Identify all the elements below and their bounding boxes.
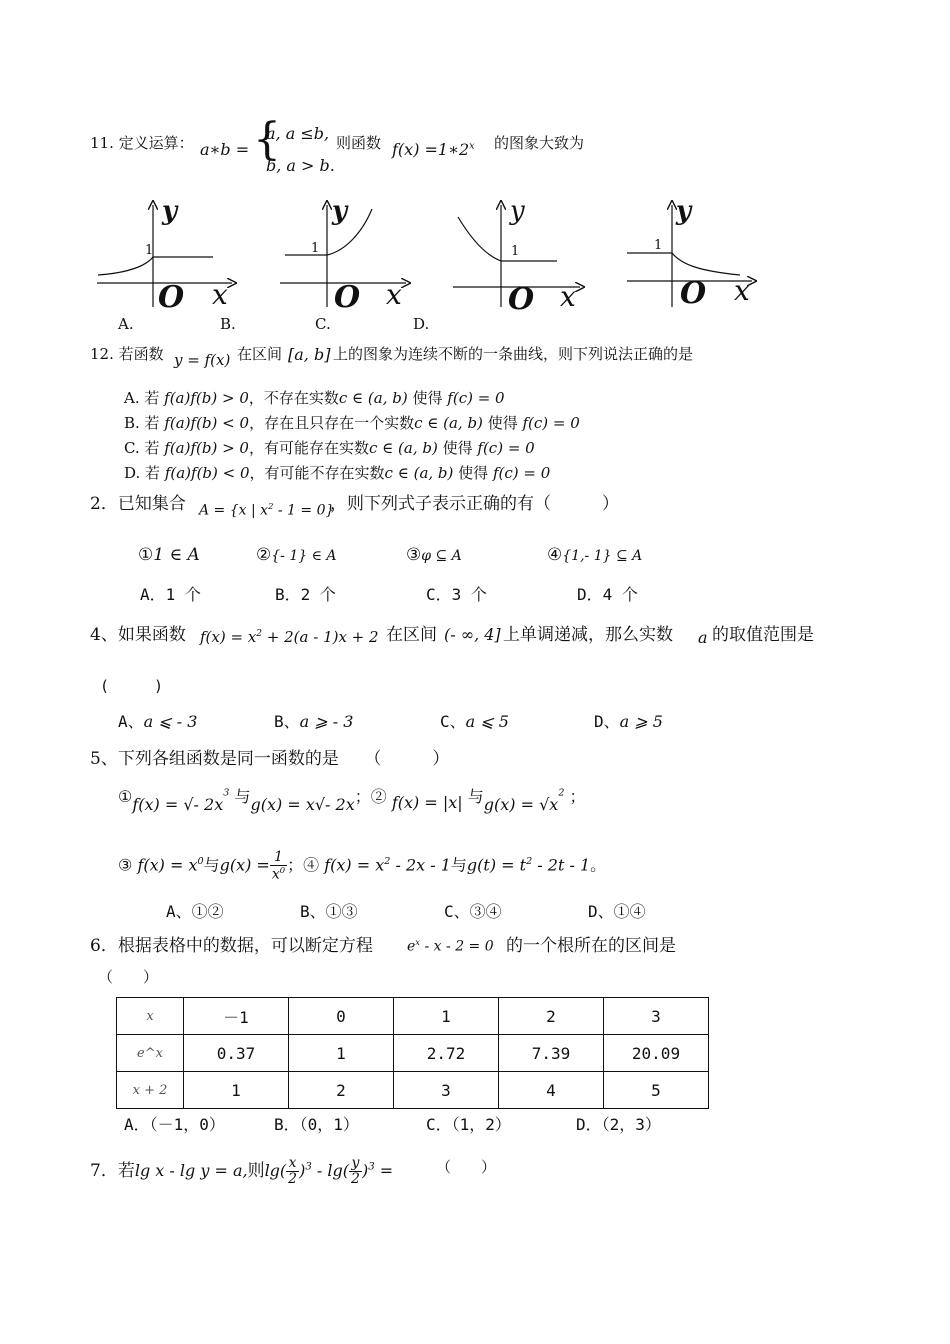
graph-a-y-label: y: [162, 196, 178, 226]
q6-answer-d: D．（2，3）: [576, 1115, 661, 1134]
q4-interval: (- ∞, 4]: [444, 625, 501, 644]
table-header-cell: x: [117, 998, 184, 1035]
table-cell: 1: [289, 1035, 394, 1072]
table-cell: 2: [289, 1072, 394, 1109]
q12-mid2: 上的图象为连续不断的一条曲线，则下列说法正确的是: [333, 345, 694, 363]
q6-answer-a: A．（－1，0）: [124, 1115, 225, 1134]
q11-option-b: B.: [220, 315, 236, 333]
table-cell: －1: [184, 998, 289, 1035]
q4-var: a: [698, 628, 708, 647]
q2-item-2: ②{- 1} ∈ A: [256, 545, 337, 565]
q5-pair-3-4: ③ $f(x) = x^0$与g(x) = $\frac{1}{x^0}$ ；④ $f(x) = x^2 - 2x - 1$与$g(t) = t^2 - 2t - 1$。: [118, 849, 607, 883]
q2-answer-a: A．1 个: [140, 585, 201, 604]
graph-b-x-label: x: [386, 278, 402, 311]
table-cell: 5: [604, 1072, 709, 1109]
graph-d-one: 1: [654, 238, 663, 253]
q12-label: 12. 若函数: [90, 345, 164, 363]
table-row: [117, 1072, 709, 1109]
q12-option-d: D. 若 f(a)f(b) < 0，有可能不存在实数c ∈ (a, b) 使得 f(c) = 0: [124, 464, 551, 482]
q11-case2: b, a > b.: [266, 156, 335, 175]
table-row: [117, 1035, 709, 1072]
q5-answer-a: A、①②: [166, 902, 224, 921]
q6-label: 6．根据表格中的数据，可以断定方程: [90, 936, 373, 956]
q2-answer-d: D．4 个: [577, 585, 638, 604]
graph-c-o-label: O: [508, 282, 535, 317]
q2-question: ，则下列式子表示正确的有（ ）: [330, 494, 619, 514]
q4-label: 4、如果函数: [90, 625, 186, 645]
table-cell: 3: [394, 1072, 499, 1109]
graph-a-curve: [98, 257, 213, 275]
table-cell: 4: [499, 1072, 604, 1109]
graph-d-y-label: y: [676, 196, 692, 226]
q12-mid1: 在区间: [237, 345, 283, 363]
table-row: [117, 998, 709, 1035]
graph-c-one: 1: [511, 244, 520, 259]
graph-d-o-label: O: [680, 276, 707, 311]
graph-c-x-label: x: [560, 280, 576, 313]
q12-option-a: A. 若 f(a)f(b) > 0，不存在实数c ∈ (a, b) 使得 f(c) = 0: [124, 389, 505, 407]
q6-answer-b: B．（0，1）: [274, 1115, 359, 1134]
q6-tail: 的一个根所在的区间是: [506, 936, 676, 956]
q4-answer-a: A、a ⩽ - 3: [118, 712, 198, 731]
graph-b-o-label: O: [334, 280, 361, 315]
q6-table: [116, 997, 709, 1109]
q4-answer-d: D、a ⩾ 5: [594, 712, 663, 731]
q5-answer-c: C、③④: [444, 902, 502, 921]
q6-answer-c: C．（1，2）: [426, 1115, 511, 1134]
q2-item-3: ③φ ⊆ A: [406, 545, 462, 565]
q12-func: y = f(x): [174, 351, 231, 369]
q11-graphs: [0, 195, 950, 315]
q4-answer-b: B、a ⩾ - 3: [274, 712, 354, 731]
graph-d-curve: [627, 253, 740, 275]
q12-option-c: C. 若 f(a)f(b) > 0，有可能存在实数c ∈ (a, b) 使得 f(c) = 0: [124, 439, 535, 457]
q6-equation: $e^x - x - 2 = 0$: [407, 937, 494, 955]
graph-b-y-label: y: [332, 196, 348, 226]
graph-b-curve: [285, 209, 372, 255]
q2-item-1: ①1 ∈ A: [138, 545, 200, 565]
table-cell: 2.72: [394, 1035, 499, 1072]
table-cell: 7.39: [499, 1035, 604, 1072]
q2-answer-c: C．3 个: [426, 585, 487, 604]
graph-d-x-label: x: [734, 274, 750, 307]
q5-pair-1-2: ①f(x) = √- $2x^3$ 与g(x) = x√- 2x；② f(x) = |x| 与$g(x) = √x^2$ ；: [118, 787, 586, 814]
q4-mid1: 在区间: [386, 625, 437, 645]
q2-item-4: ④{1,- 1} ⊆ A: [547, 545, 643, 565]
q11-label: 11. 定义运算：: [90, 134, 194, 152]
q5-answer-b: B、①③: [300, 902, 358, 921]
q5-answer-d: D、①④: [588, 902, 646, 921]
table-cell: 0: [289, 998, 394, 1035]
q4-answer-c: C、a ⩽ 5: [440, 712, 509, 731]
q11-option-a: A.: [118, 315, 134, 333]
q11-brace: {: [253, 114, 281, 165]
q11-case1: a, a ≤b,: [266, 124, 330, 143]
q11-mid: 则函数: [336, 134, 382, 152]
q2-answer-b: B．2 个: [275, 585, 336, 604]
graph-a-o-label: O: [158, 280, 185, 315]
q11-option-c: C.: [315, 315, 331, 333]
graph-c-y-label: y: [510, 196, 525, 226]
table-cell: 20.09: [604, 1035, 709, 1072]
q4-mid2: 上单调递减，那么实数: [503, 625, 673, 645]
q7-question: 7．若lg x - lg y = a,则lg( $\frac{x}{2}$ )$^3$ - lg( $\frac{y}{2}$ )$^3$ =: [90, 1155, 394, 1187]
q2-label: 2．已知集合: [90, 494, 186, 514]
q4-paren: ( ): [100, 677, 164, 695]
q11-func: $f(x) =1∗2^x$: [392, 140, 475, 159]
table-header-cell: x + 2: [117, 1072, 184, 1109]
q12-option-b: B. 若 f(a)f(b) < 0，存在且只存在一个实数c ∈ (a, b) 使得 f(c) = 0: [124, 414, 580, 432]
q2-set: A = {x | $x^2 - 1 = 0$}: [199, 501, 335, 519]
q11-tail: 的图象大致为: [494, 134, 585, 152]
graph-a-x-label: x: [212, 278, 228, 311]
q5-label: 5、下列各组函数是同一函数的是 （ ）: [90, 749, 450, 769]
table-cell: 0.37: [184, 1035, 289, 1072]
table-cell: 1: [394, 998, 499, 1035]
graph-b-one: 1: [311, 241, 320, 256]
table-cell: 3: [604, 998, 709, 1035]
table-cell: 1: [184, 1072, 289, 1109]
table-header-cell: e^x: [117, 1035, 184, 1072]
q11-option-d: D.: [413, 315, 430, 333]
q12-interval: [a, b]: [288, 345, 331, 364]
graph-c-curve: [458, 217, 557, 261]
table-cell: 2: [499, 998, 604, 1035]
graph-a-one: 1: [145, 243, 154, 258]
q4-func: $f(x) = x^2 + 2(a - 1)x + 2$: [200, 628, 379, 646]
q11-def-lhs: a∗b =: [200, 140, 250, 159]
q4-tail: 的取值范围是: [712, 625, 814, 645]
q7-paren: （ ）: [436, 1158, 497, 1176]
q6-paren: （ ）: [98, 968, 159, 986]
